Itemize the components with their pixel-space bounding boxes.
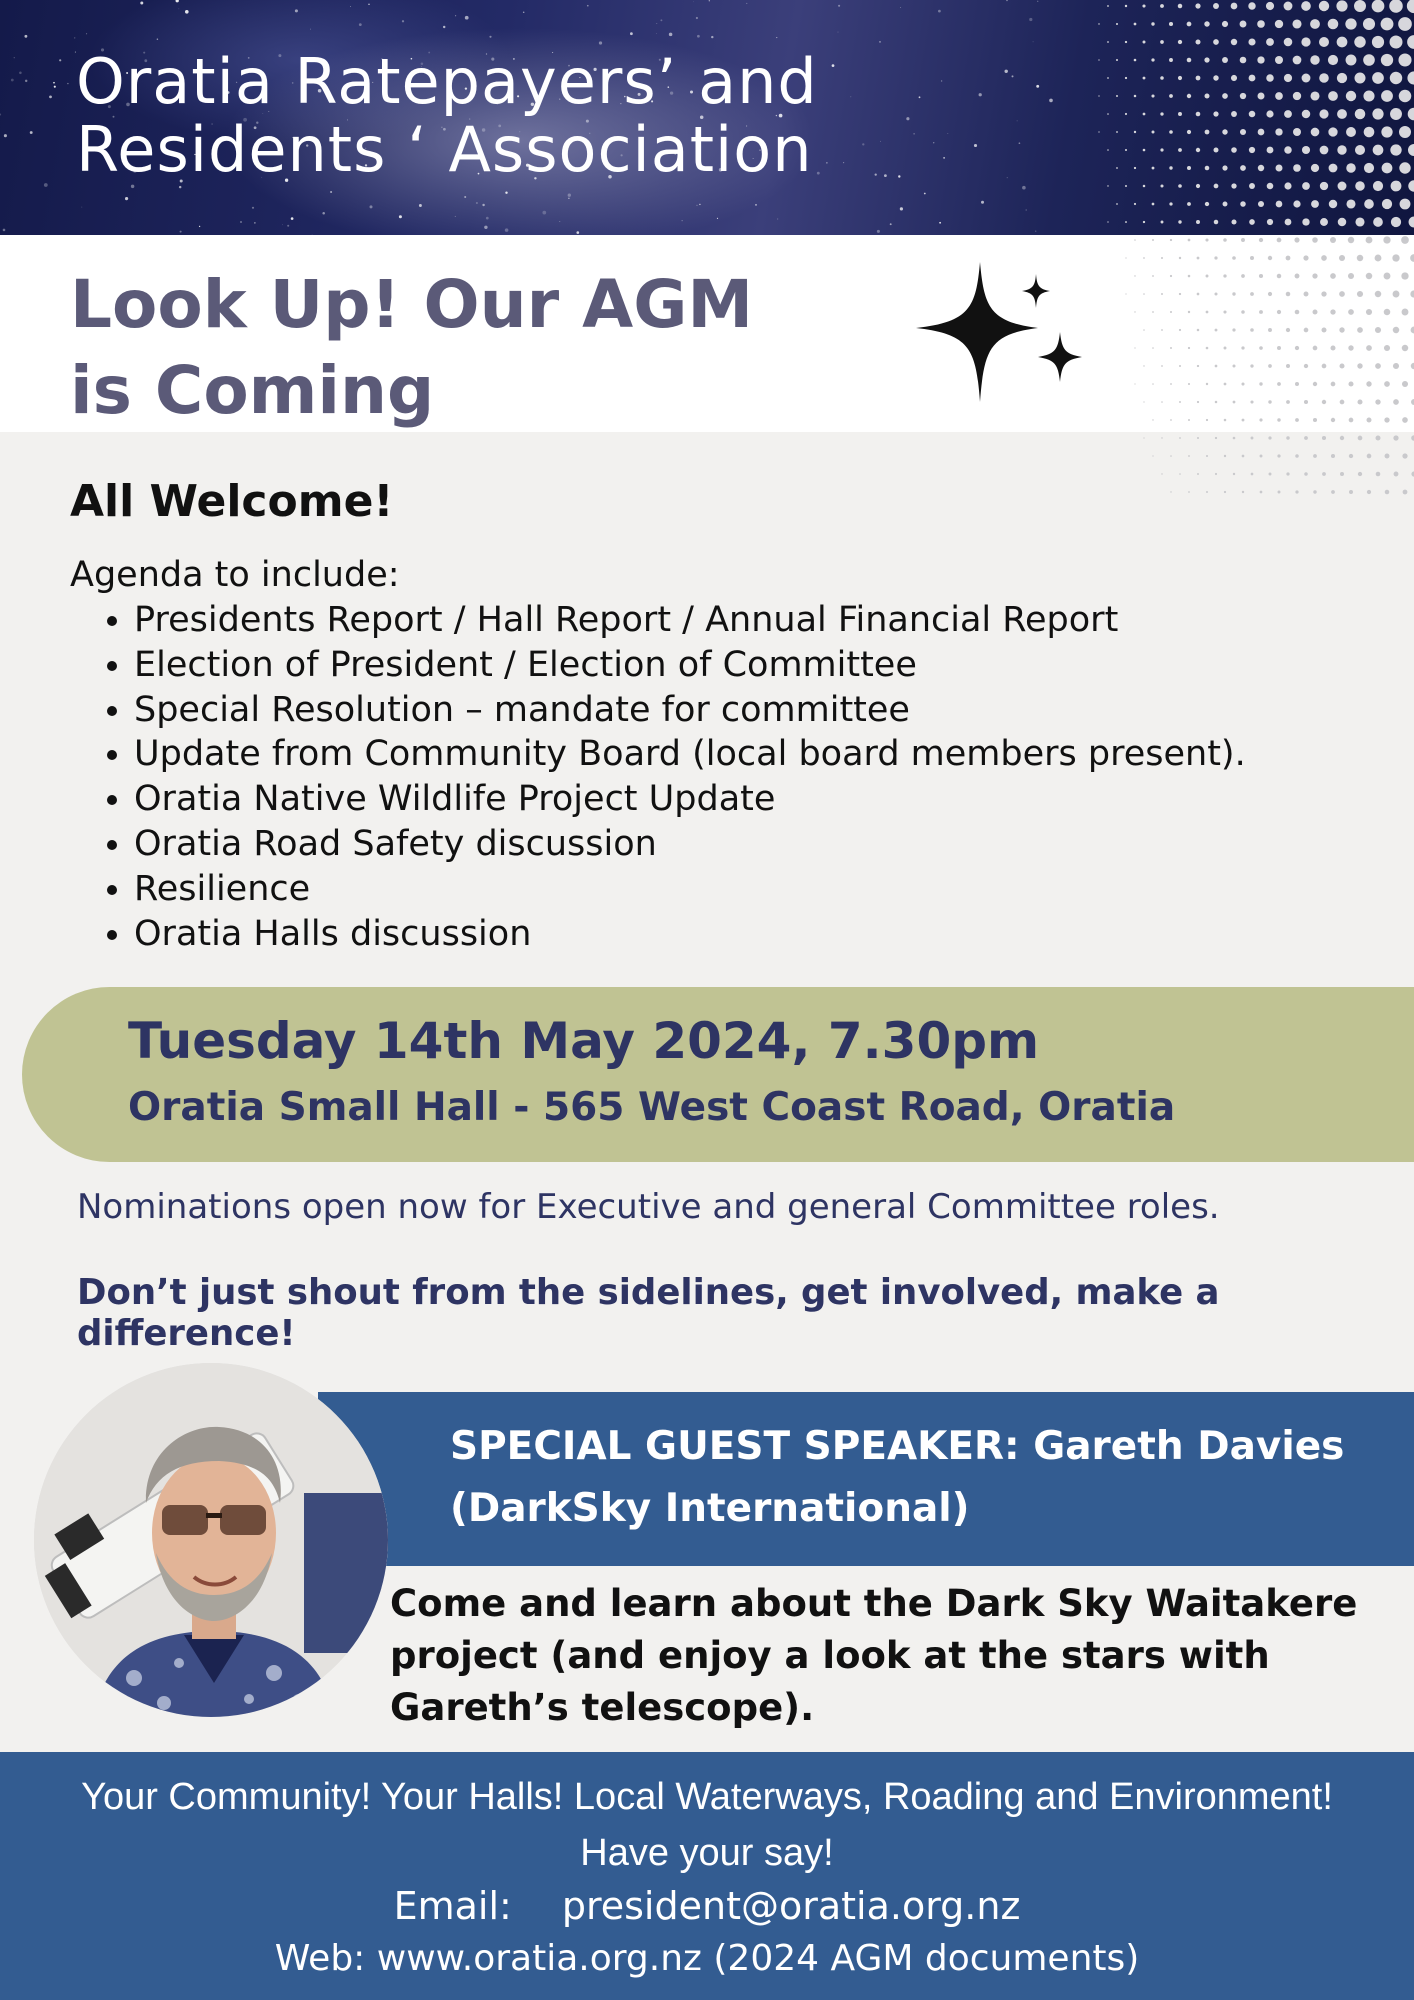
- speaker-portrait: [34, 1363, 388, 1717]
- organisation-title-line1: Oratia Ratepayers’ and: [76, 45, 818, 118]
- event-title: Look Up! Our AGM is Coming: [70, 266, 754, 429]
- speaker-photo: [34, 1363, 388, 1717]
- halftone-pattern: [1054, 0, 1414, 500]
- footer-have-your-say: Have your say!: [580, 1832, 834, 1874]
- organisation-title: [76, 45, 818, 186]
- welcome-heading: All Welcome!: [70, 476, 394, 527]
- speaker-heading-line1: SPECIAL GUEST SPEAKER: Gareth Davies: [450, 1424, 1345, 1469]
- event-date-time: Tuesday 14th May 2024, 7.30pm: [128, 1012, 1040, 1070]
- agenda-item: • Resilience: [134, 867, 1246, 912]
- organisation-title-line2: Residents ‘ Association: [76, 113, 813, 186]
- agenda-item: • Oratia Native Wildlife Project Update: [134, 777, 1246, 822]
- agenda-item: • Oratia Road Safety discussion: [134, 822, 1246, 867]
- sparkle-icon: [910, 262, 1100, 412]
- agenda-item: • Update from Community Board (local board members present).: [134, 732, 1246, 777]
- email-label: Email:: [393, 1884, 512, 1928]
- agenda-item: • Election of President / Election of Committee: [134, 643, 1246, 688]
- call-to-action: Don’t just shout from the sidelines, get involved, make a difference!: [77, 1272, 1220, 1354]
- event-venue: Oratia Small Hall - 565 West Coast Road, Oratia: [128, 1085, 1176, 1130]
- speaker-heading: [450, 1416, 1380, 1540]
- agenda-intro: Agenda to include:: [70, 555, 400, 595]
- nominations-text: Nominations open now for Executive and general Committee roles.: [77, 1187, 1220, 1227]
- speaker-description: Come and learn about the Dark Sky Waitakere project (and enjoy a look at the stars with Gareth’s telescope).: [390, 1582, 1358, 1729]
- agenda-item: • Presidents Report / Hall Report / Annual Financial Report: [134, 598, 1246, 643]
- footer-banner: [0, 1752, 1414, 2000]
- footer-web-link[interactable]: Web: www.oratia.org.nz (2024 AGM documents): [274, 1938, 1140, 1979]
- agenda-item: • Special Resolution – mandate for committee: [134, 688, 1246, 733]
- footer-email: [0, 1884, 1414, 1928]
- agenda-item: • Oratia Halls discussion: [134, 912, 1246, 957]
- agenda-list: [70, 598, 1246, 956]
- email-link[interactable]: president@oratia.org.nz: [561, 1884, 1021, 1928]
- speaker-heading-line2: (DarkSky International): [450, 1486, 970, 1531]
- footer-slogan: Your Community! Your Halls! Local Waterways, Roading and Environment!: [81, 1776, 1333, 1818]
